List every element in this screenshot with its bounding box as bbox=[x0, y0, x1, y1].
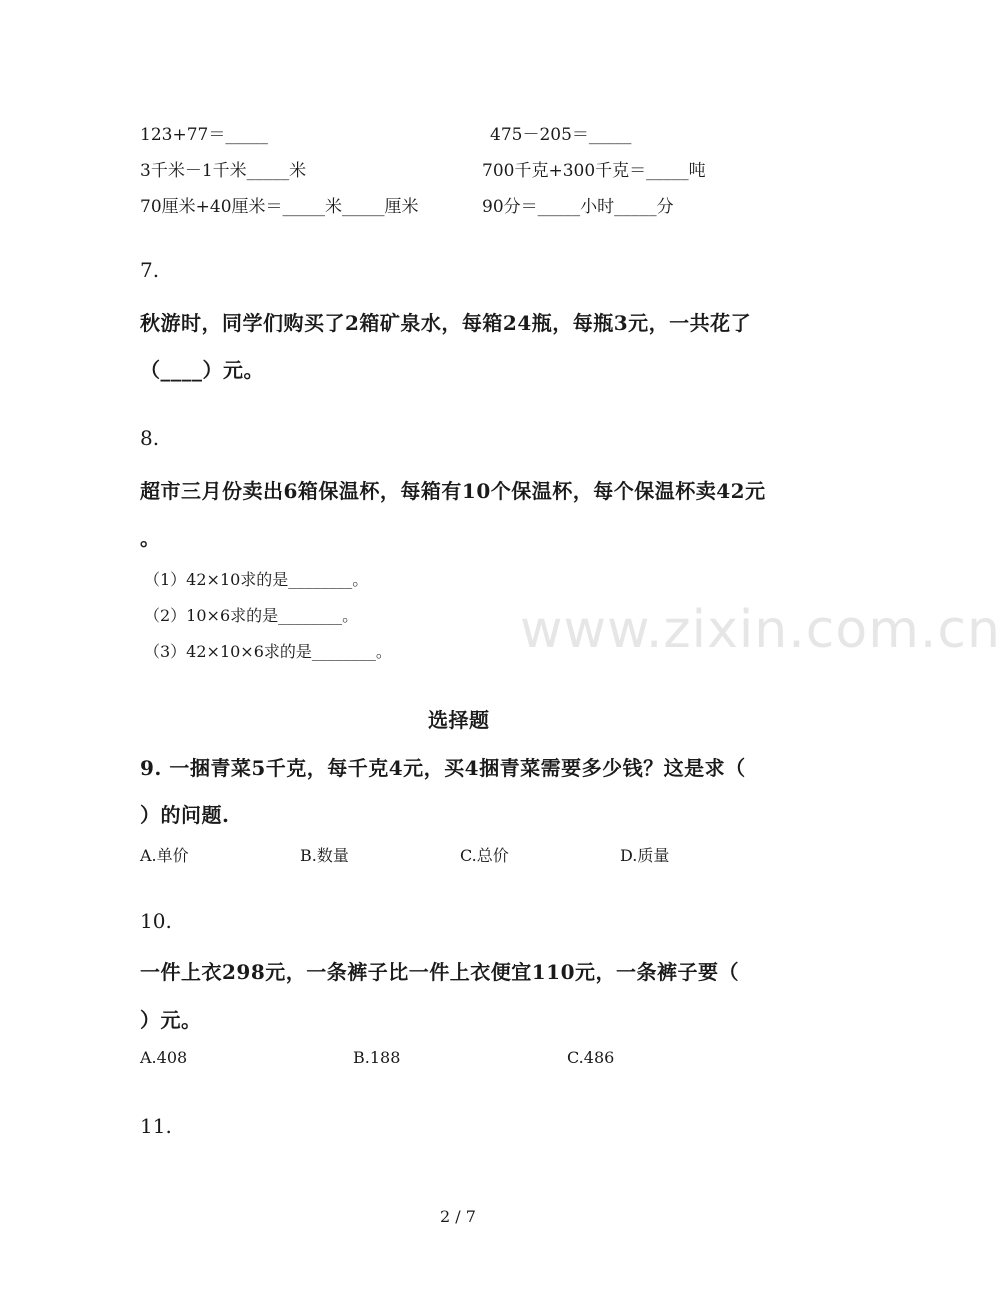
question-8-text-line1: 超市三月份卖出6箱保温杯，每箱有10个保温杯，每个保温杯卖42元 bbox=[140, 479, 766, 503]
question-7-number: 7. bbox=[140, 258, 160, 282]
question-10-text-line1: 一件上衣298元，一条裤子比一件上衣便宜110元，一条裤子要（ bbox=[140, 960, 739, 984]
question-9-option-a: A.单价 bbox=[140, 846, 189, 865]
calc-row-2-left: 3千米－1千米_____米 bbox=[140, 161, 307, 181]
question-7-text-line1: 秋游时，同学们购买了2箱矿泉水，每箱24瓶，每瓶3元，一共花了 bbox=[140, 311, 752, 335]
calc-row-2-right: 700千克+300千克＝_____吨 bbox=[482, 161, 706, 181]
calc-row-1-left: 123+77＝_____ bbox=[140, 125, 268, 145]
question-8-sub-1: （1）42×10求的是________。 bbox=[144, 570, 369, 589]
question-10-number: 10. bbox=[140, 909, 172, 933]
question-8-text-line2: 。 bbox=[140, 526, 161, 550]
question-9-option-b: B.数量 bbox=[300, 846, 349, 865]
question-10-option-c: C.486 bbox=[567, 1048, 615, 1067]
calc-row-1-right: 475－205＝_____ bbox=[490, 125, 632, 145]
question-8-number: 8. bbox=[140, 426, 160, 450]
calc-row-3-right: 90分＝_____小时_____分 bbox=[482, 197, 674, 217]
question-8-sub-3: （3）42×10×6求的是________。 bbox=[144, 642, 392, 661]
watermark: www.zixin.com.cn bbox=[520, 600, 1001, 660]
question-11-number: 11. bbox=[140, 1114, 172, 1138]
question-10-text-line2: ）元。 bbox=[140, 1008, 202, 1032]
question-9-text-line2: ）的问题. bbox=[140, 803, 230, 827]
question-10-option-b: B.188 bbox=[353, 1048, 401, 1067]
question-9-option-d: D.质量 bbox=[620, 846, 670, 865]
page-number: 2 / 7 bbox=[440, 1207, 476, 1226]
question-9-option-c: C.总价 bbox=[460, 846, 509, 865]
section-title: 选择题 bbox=[428, 708, 490, 732]
question-8-sub-2: （2）10×6求的是________。 bbox=[144, 606, 359, 625]
question-9-text-line1: 9. 一捆青菜5千克，每千克4元，买4捆青菜需要多少钱？这是求（ bbox=[140, 756, 746, 780]
calc-row-3-left: 70厘米+40厘米＝_____米_____厘米 bbox=[140, 197, 419, 217]
question-10-option-a: A.408 bbox=[140, 1048, 188, 1067]
question-7-text-line2: （____）元。 bbox=[140, 358, 264, 382]
